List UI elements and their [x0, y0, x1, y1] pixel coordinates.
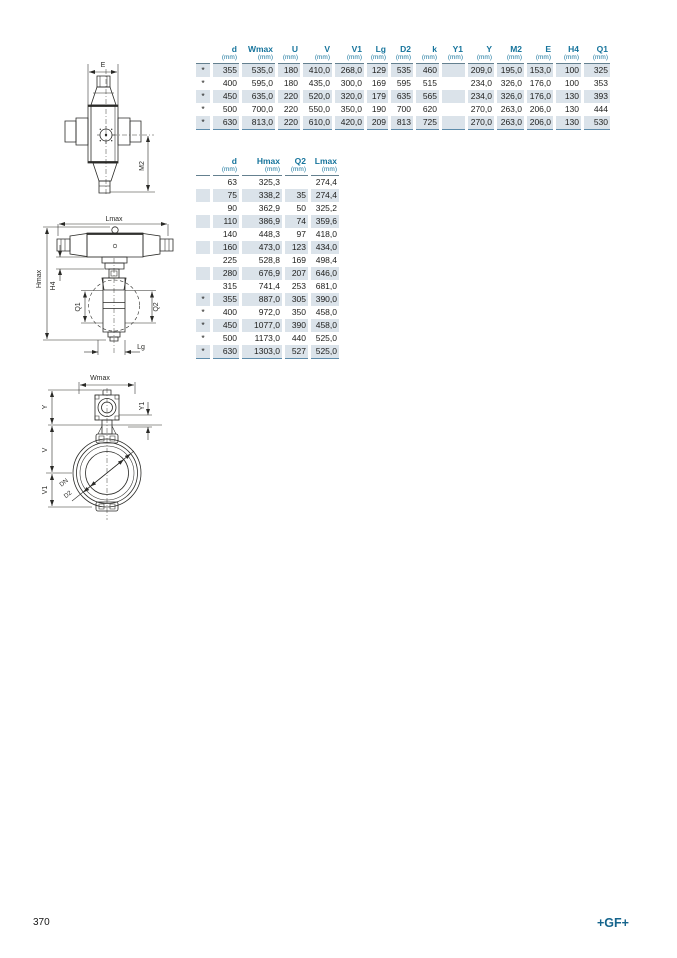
col-header: Lmax (mm): [311, 157, 339, 176]
star-cell: [196, 202, 210, 215]
star-col-header: [196, 45, 210, 64]
value-cell: 263,0: [500, 103, 522, 114]
value-cell: 270,0: [468, 116, 494, 130]
value-cell: 400: [222, 77, 237, 88]
value-cell: 530: [584, 116, 610, 130]
star-col-header: [196, 157, 210, 176]
value-cell: 180: [283, 77, 298, 88]
table-row: [196, 202, 339, 215]
value-cell: 458,0: [315, 306, 337, 317]
star-cell: [196, 228, 210, 241]
value-cell: 63: [227, 176, 237, 187]
star-cell: *: [196, 319, 210, 332]
value-cell: 315: [222, 280, 237, 291]
value-cell: 676,9: [242, 267, 282, 280]
value-cell: 500: [222, 103, 237, 114]
value-cell: 635,0: [242, 90, 275, 103]
star-cell: [196, 267, 210, 280]
table-row: [196, 215, 339, 228]
value-cell: 320,0: [335, 90, 364, 103]
value-cell: 100: [556, 64, 581, 77]
value-cell: 263,0: [497, 116, 524, 130]
table-row: [196, 228, 339, 241]
value-cell: 176,0: [529, 77, 551, 88]
table-row: [196, 267, 339, 280]
value-cell: 90: [227, 202, 237, 213]
value-cell: 326,0: [500, 77, 522, 88]
value-cell: 209,0: [468, 64, 494, 77]
value-cell: 325: [584, 64, 610, 77]
dim-label-q1: Q1: [75, 302, 82, 312]
value-cell: [442, 103, 465, 116]
col-header: Q2 (mm): [285, 157, 308, 176]
value-cell: 359,6: [311, 215, 339, 228]
value-cell: 473,0: [242, 241, 282, 254]
star-cell: *: [196, 345, 210, 359]
drawing-front-view: [32, 370, 182, 528]
table-row: [196, 254, 339, 267]
value-cell: 268,0: [335, 64, 364, 77]
value-cell: 390: [285, 319, 308, 332]
dim-label-hmax: Hmax: [36, 269, 43, 289]
star-cell: *: [201, 306, 205, 317]
value-cell: 515: [422, 77, 437, 88]
star-cell: *: [196, 293, 210, 306]
value-cell: 813,0: [242, 116, 275, 130]
dim-label-h4: H4: [50, 281, 57, 291]
value-cell: [442, 64, 465, 77]
dim-label-q2: Q2: [153, 302, 160, 312]
table-row: [196, 280, 339, 293]
table-row: [196, 345, 339, 359]
col-header: Lg (mm): [367, 45, 388, 64]
value-cell: 153,0: [527, 64, 553, 77]
value-cell: 209: [367, 116, 388, 130]
value-cell: [285, 176, 308, 189]
value-cell: 220: [283, 103, 298, 114]
value-cell: 280: [213, 267, 239, 280]
value-cell: 140: [222, 228, 237, 239]
col-header: k (mm): [416, 45, 439, 64]
value-cell: 206,0: [527, 116, 553, 130]
value-cell: 355: [213, 293, 239, 306]
star-cell: [196, 254, 210, 267]
value-cell: 176,0: [527, 90, 553, 103]
value-cell: 887,0: [242, 293, 282, 306]
col-header: V (mm): [303, 45, 332, 64]
value-cell: 595: [396, 77, 411, 88]
dim-label-m2: M2: [139, 161, 146, 171]
value-cell: 75: [213, 189, 239, 202]
drawing-side-view: [60, 45, 172, 195]
value-cell: 500: [222, 332, 237, 343]
col-header: M2 (mm): [497, 45, 524, 64]
star-cell: *: [201, 332, 205, 343]
star-cell: *: [196, 64, 210, 77]
star-cell: *: [196, 90, 210, 103]
header-row: [196, 157, 339, 176]
value-cell: 420,0: [335, 116, 364, 130]
value-cell: 1303,0: [242, 345, 282, 359]
table-row: [196, 77, 610, 90]
value-cell: 527: [285, 345, 308, 359]
value-cell: 207: [285, 267, 308, 280]
dim-label-dn: DN: [58, 477, 70, 489]
value-cell: 1173,0: [254, 332, 280, 343]
value-cell: 525,0: [315, 332, 337, 343]
page-number: 370: [33, 917, 50, 928]
table-row: [196, 241, 339, 254]
value-cell: 305: [285, 293, 308, 306]
value-cell: 129: [367, 64, 388, 77]
table-row: [196, 90, 610, 103]
value-cell: 274,4: [311, 189, 339, 202]
value-cell: 270,0: [470, 103, 492, 114]
dim-label-v1: V1: [42, 485, 49, 495]
col-header: H4 (mm): [556, 45, 581, 64]
value-cell: [442, 90, 465, 103]
table-row: [196, 332, 339, 345]
table-row: [196, 189, 339, 202]
value-cell: 353: [593, 77, 608, 88]
value-cell: 630: [213, 116, 239, 130]
value-cell: 169: [371, 77, 386, 88]
table-row: [196, 103, 610, 116]
table-row: [196, 293, 339, 306]
table-row: [196, 176, 339, 189]
dim-label-y1: Y1: [139, 401, 146, 411]
value-cell: 50: [296, 202, 306, 213]
value-cell: 630: [213, 345, 239, 359]
value-cell: 169: [291, 254, 306, 265]
value-cell: 350,0: [340, 103, 362, 114]
value-cell: 525,0: [311, 345, 339, 359]
dimension-table-hmax: [193, 157, 342, 359]
star-cell: [196, 215, 210, 228]
star-cell: [196, 280, 210, 293]
value-cell: 448,3: [258, 228, 280, 239]
dim-label-v: V: [42, 447, 49, 453]
value-cell: 535: [391, 64, 413, 77]
value-cell: 225: [222, 254, 237, 265]
star-cell: *: [201, 77, 205, 88]
value-cell: 1077,0: [242, 319, 282, 332]
value-cell: 130: [556, 90, 581, 103]
dim-label-e: E: [100, 62, 106, 69]
value-cell: [442, 77, 465, 90]
value-cell: 565: [416, 90, 439, 103]
col-header: Y (mm): [468, 45, 494, 64]
value-cell: 362,9: [258, 202, 280, 213]
value-cell: 325,3: [258, 176, 280, 187]
gf-logo: +GF+: [597, 916, 629, 930]
table-row: [196, 319, 339, 332]
value-cell: 610,0: [303, 116, 332, 130]
col-header: E (mm): [527, 45, 553, 64]
dim-label-y: Y: [42, 404, 49, 410]
value-cell: 220: [278, 90, 300, 103]
dimension-table-main: [193, 45, 613, 130]
star-cell: *: [196, 116, 210, 130]
star-cell: [196, 241, 210, 254]
value-cell: 160: [213, 241, 239, 254]
value-cell: 350: [291, 306, 306, 317]
value-cell: 550,0: [308, 103, 330, 114]
value-cell: 206,0: [529, 103, 551, 114]
value-cell: 355: [213, 64, 239, 77]
col-header: d (mm): [213, 157, 239, 176]
col-header: D2 (mm): [391, 45, 413, 64]
value-cell: 410,0: [303, 64, 332, 77]
value-cell: 681,0: [315, 280, 337, 291]
dim-label-wmax: Wmax: [90, 375, 110, 382]
value-cell: 435,0: [308, 77, 330, 88]
value-cell: 700,0: [251, 103, 273, 114]
value-cell: [442, 116, 465, 130]
value-cell: 110: [213, 215, 239, 228]
value-cell: 725: [416, 116, 439, 130]
value-cell: 220: [278, 116, 300, 130]
value-cell: 393: [584, 90, 610, 103]
drawing-actuator-view: [30, 212, 180, 360]
value-cell: 253: [291, 280, 306, 291]
value-cell: 400: [222, 306, 237, 317]
value-cell: 434,0: [311, 241, 339, 254]
value-cell: 180: [278, 64, 300, 77]
col-header: U (mm): [278, 45, 300, 64]
value-cell: 741,4: [258, 280, 280, 291]
value-cell: 440: [291, 332, 306, 343]
value-cell: 386,9: [242, 215, 282, 228]
value-cell: 450: [213, 90, 239, 103]
value-cell: 635: [391, 90, 413, 103]
dim-label-d2: D2: [62, 489, 74, 501]
value-cell: 326,0: [497, 90, 524, 103]
table-row: [196, 306, 339, 319]
col-header: Hmax (mm): [242, 157, 282, 176]
value-cell: 972,0: [258, 306, 280, 317]
value-cell: 195,0: [497, 64, 524, 77]
star-cell: [196, 176, 210, 189]
col-header: Q1 (mm): [584, 45, 610, 64]
col-header: V1 (mm): [335, 45, 364, 64]
value-cell: 234,0: [468, 90, 494, 103]
value-cell: 300,0: [340, 77, 362, 88]
value-cell: 100: [564, 77, 579, 88]
value-cell: 444: [593, 103, 608, 114]
value-cell: 97: [296, 228, 306, 239]
value-cell: 130: [564, 103, 579, 114]
table-row: [196, 116, 610, 130]
col-header: d (mm): [213, 45, 239, 64]
value-cell: 700: [396, 103, 411, 114]
value-cell: 274,4: [315, 176, 337, 187]
value-cell: 234,0: [470, 77, 492, 88]
star-cell: [196, 189, 210, 202]
value-cell: 130: [556, 116, 581, 130]
value-cell: 390,0: [311, 293, 339, 306]
header-row: [196, 45, 610, 64]
value-cell: 325,2: [315, 202, 337, 213]
col-header: Wmax (mm): [242, 45, 275, 64]
value-cell: 460: [416, 64, 439, 77]
value-cell: 338,2: [242, 189, 282, 202]
value-cell: 535,0: [242, 64, 275, 77]
value-cell: 646,0: [311, 267, 339, 280]
value-cell: 418,0: [315, 228, 337, 239]
dim-label-lg: Lg: [137, 344, 145, 351]
value-cell: 35: [285, 189, 308, 202]
value-cell: 458,0: [311, 319, 339, 332]
value-cell: 498,4: [315, 254, 337, 265]
value-cell: 520,0: [303, 90, 332, 103]
value-cell: 179: [367, 90, 388, 103]
value-cell: 528,8: [258, 254, 280, 265]
value-cell: 190: [371, 103, 386, 114]
table-row: [196, 64, 610, 77]
value-cell: 74: [285, 215, 308, 228]
col-header: Y1 (mm): [442, 45, 465, 64]
value-cell: 595,0: [251, 77, 273, 88]
value-cell: 450: [213, 319, 239, 332]
value-cell: 123: [285, 241, 308, 254]
value-cell: 813: [391, 116, 413, 130]
value-cell: 620: [422, 103, 437, 114]
star-cell: *: [201, 103, 205, 114]
dim-label-lmax: Lmax: [105, 216, 123, 223]
